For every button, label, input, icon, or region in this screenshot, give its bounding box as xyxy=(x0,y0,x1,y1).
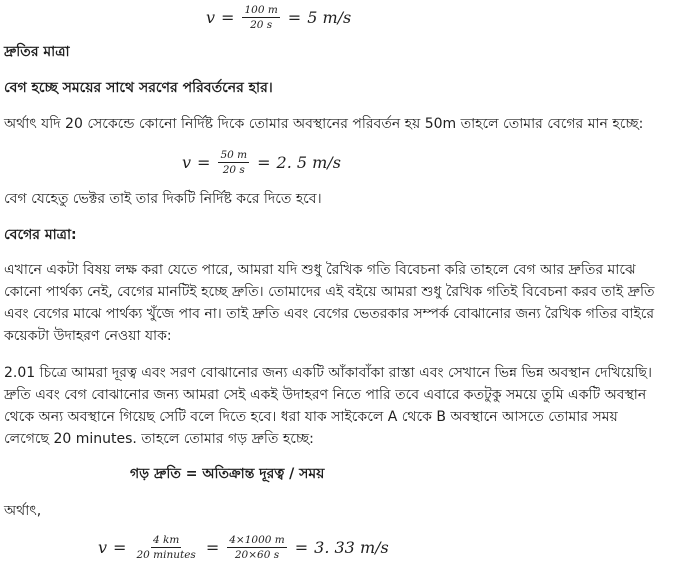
eq3-numerator-2: 4×1000 m xyxy=(229,534,285,546)
eq1-lhs: v xyxy=(206,8,216,27)
paragraph-that-is: অর্থাৎ, xyxy=(4,503,42,519)
eq3-fraction-2 xyxy=(227,534,287,561)
eq1-equals: = xyxy=(221,8,235,27)
paragraph-example: অর্থাৎ যদি 20 সেকেন্ডে কোনো নির্দিষ্ট দিকে তোমার অবস্থানের পরিবর্তন হয় 50m তাহলে তোমার বেগের মান হচ্ছে: xyxy=(4,116,644,132)
paragraph-vector: বেগ যেহেতু ভেক্টর তাই তার দিকটি নির্দিষ্ট করে দিতে হবে। xyxy=(4,191,322,207)
eq3-result: 3. 33 m/s xyxy=(314,538,389,557)
eq2-numerator: 50 m xyxy=(220,149,248,161)
equation-velocity-100m xyxy=(206,4,351,31)
heading-velocity-magnitude: বেগের মাত্রা: xyxy=(4,227,77,243)
eq3-fraction-1 xyxy=(134,534,197,561)
eq2-fraction xyxy=(218,149,249,176)
velocity-definition: বেগ হচ্ছে সময়ের সাথে সরণের পরিবর্তনের হার। xyxy=(4,80,273,96)
eq2-equals-2: = xyxy=(257,153,271,172)
paragraph-linear-motion: এখানে একটা বিষয় লক্ষ করা যেতে পারে, আমরা যদি শুধু রৈখিক গতি বিবেচনা করি তাহলে বেগ আর দ্রুতির মাঝে কোনো পার্থক্য নেই, বেগের মানটিই হচ্ছে দ্রুতি। তোমাদের এই বইয়ে আমরা শুধু রৈখিক গতিই বিবেচনা করব তাই দ্রুতি এবং বেগের মাঝে পার্থক্য খুঁজে পাব না। তাই দ্রুতি এবং বেগের ভেতরকার সম্পর্ক বোঝানোর জন্য রৈখিক গতির বাইরে কয়েকটা উদাহরণ নেওয়া যাক: xyxy=(4,262,655,344)
eq2-result: 2. 5 m/s xyxy=(276,153,341,172)
paragraph-figure-example: 2.01 চিত্রে আমরা দূরত্ব এবং সরণ বোঝানোর জন্য একটি আঁকাবাঁকা রাস্তা এবং সেখানে ভিন্ন ভিন্ন অবস্থান দেখিয়েছি। দ্রুতি এবং বেগ বোঝানোর জন্য আমরা সেই একই উদাহরণ নিতে পারি তবে এবারে কতটুকু সময়ে তুমি একটি অবস্থান থেকে অন্য অবস্থানে গিয়েছ সেটি বলে দিতে হবে। ধরা যাক সাইকেলে A থেকে B অবস্থানে আসতে তোমার সময় লেগেছে 20 minutes. তাহলে তোমার গড় দ্রুতি হচ্ছে: xyxy=(4,365,653,447)
equation-average-speed xyxy=(98,534,389,561)
eq2-denominator: 20 s xyxy=(222,164,245,176)
eq2-equals: = xyxy=(197,153,211,172)
eq1-denominator: 20 s xyxy=(250,19,273,31)
eq3-numerator-1: 4 km xyxy=(152,534,180,546)
heading-speed-magnitude: দ্রুতির মাত্রা xyxy=(4,44,70,60)
eq2-lhs: v xyxy=(182,153,192,172)
eq3-equals-2: = xyxy=(205,538,220,557)
eq1-equals-2: = xyxy=(287,8,302,27)
eq3-lhs: v xyxy=(98,538,108,557)
eq3-equals-3: = xyxy=(294,538,309,557)
eq1-fraction xyxy=(242,4,279,31)
eq3-denominator-2: 20×60 s xyxy=(234,549,280,561)
eq1-numerator: 100 m xyxy=(244,4,278,16)
eq1-result: 5 m/s xyxy=(307,8,352,27)
eq3-denominator-1: 20 minutes xyxy=(136,549,196,561)
equation-velocity-50m xyxy=(182,149,341,176)
average-speed-formula: গড় দ্রুতি = অতিক্রান্ত দূরত্ব / সময় xyxy=(130,466,325,482)
eq3-equals: = xyxy=(113,538,127,557)
